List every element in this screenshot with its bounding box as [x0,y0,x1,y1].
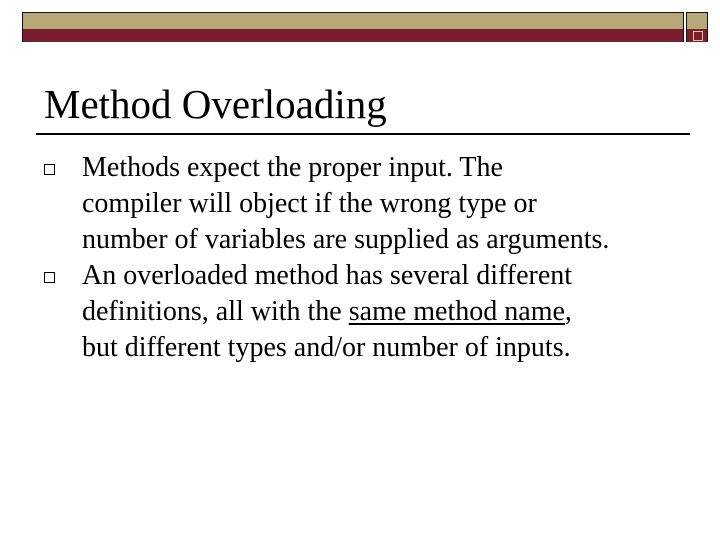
bullet-text-line: compiler will object if the wrong type or [82,188,537,219]
bullet-text-line: An overloaded method has several different [82,260,573,291]
square-bullet-icon [44,272,55,283]
bullet-item [40,150,700,258]
bullet-text-line: but different types and/or number of inputs. [82,332,571,363]
slide-title: Method Overloading [44,81,387,127]
square-bullet-icon [44,164,55,175]
bullet-text-line: Methods expect the proper input. The [82,152,503,183]
underlined-term: same method name [348,296,565,327]
bullet-text-line [82,294,700,330]
bullet-list [40,150,700,366]
bullet-item [40,258,700,366]
header-decorative-square [686,12,708,42]
bullet-text-line: number of variables are supplied as arguments. [82,224,610,255]
header-decorative-bar [22,12,684,42]
title-divider [36,133,690,135]
bullet-text-segment: , [564,296,572,327]
header-square-stripe [687,29,707,42]
header-bar-stripe [23,29,683,42]
bullet-text-segment: definitions, all with the [82,296,349,327]
